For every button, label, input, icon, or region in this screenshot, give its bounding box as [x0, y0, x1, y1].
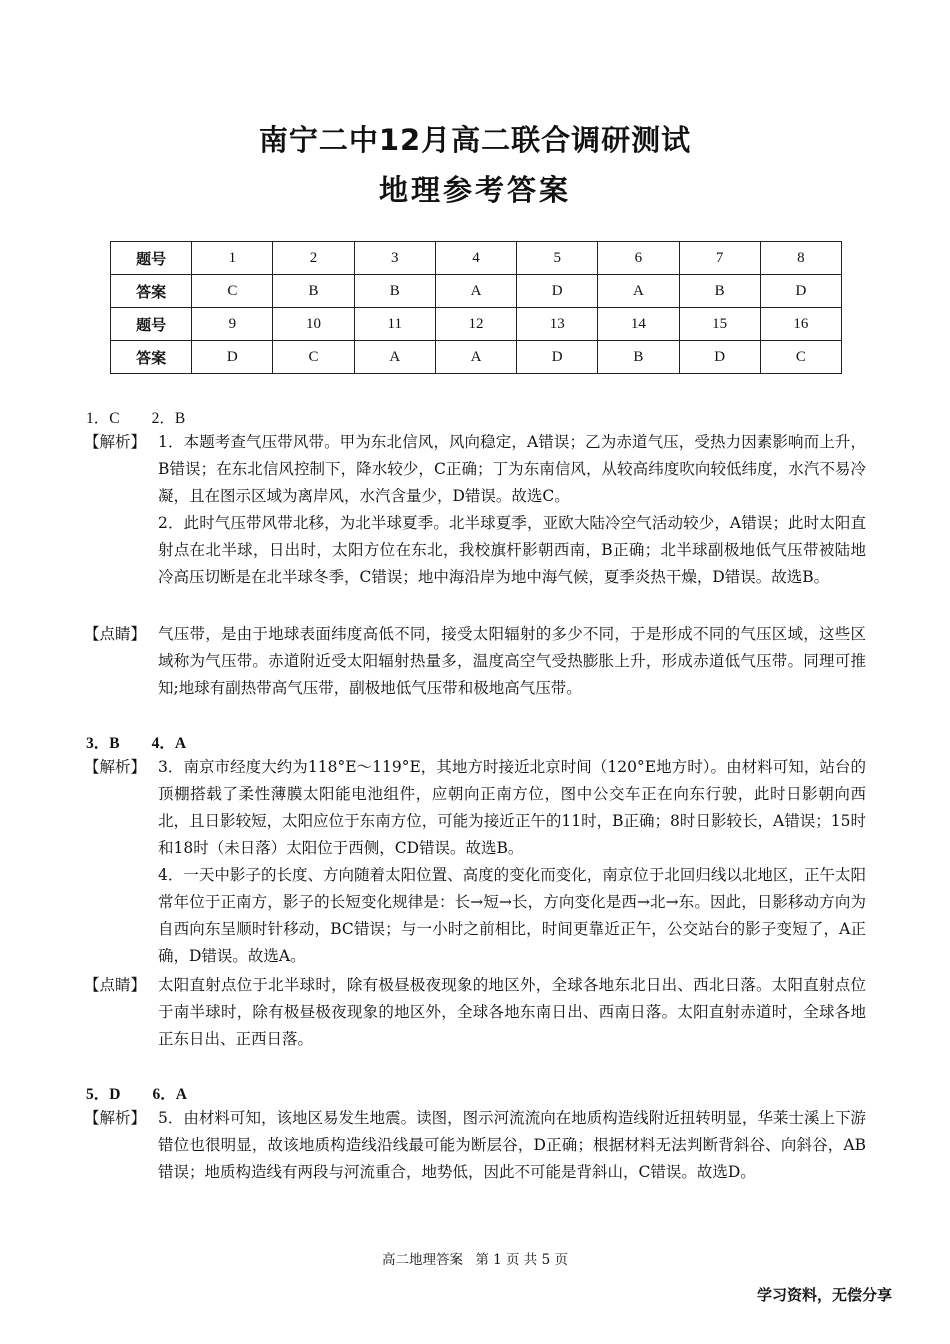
tip-tag: 【点睛】	[84, 625, 147, 643]
table-row	[111, 308, 842, 341]
question-header-5-6	[86, 1082, 187, 1104]
answer-q3: 3．B	[86, 735, 120, 752]
analysis-block-5-6	[84, 1105, 866, 1186]
tip-tag: 【点睛】	[84, 976, 147, 994]
table-cell: 5	[517, 242, 598, 275]
watermark-text: 学习资料，无偿分享	[756, 1286, 892, 1304]
question-header-1-2	[86, 406, 185, 428]
table-cell: D	[760, 275, 841, 308]
table-row	[111, 275, 842, 308]
table-cell: B	[598, 341, 679, 374]
table-cell: 3	[354, 242, 435, 275]
tip-block-1-2	[84, 621, 866, 702]
table-row-header: 题号	[111, 308, 192, 341]
analysis-block-1-2	[84, 429, 866, 591]
page-subtitle: 地理参考答案	[378, 173, 571, 207]
table-cell: 6	[598, 242, 679, 275]
answer-table	[110, 241, 842, 374]
footer-subject: 高二地理答案	[382, 1252, 464, 1268]
analysis-tag: 【解析】	[84, 1109, 147, 1127]
table-row-header: 答案	[111, 275, 192, 308]
table-cell: A	[435, 275, 516, 308]
table-cell: D	[192, 341, 273, 374]
table-row	[111, 341, 842, 374]
tip-paragraph: 太阳直射点位于北半球时，除有极昼极夜现象的地区外，全球各地东北日出、西北日落。太阳直射点位于南半球时，除有极昼极夜现象的地区外，全球各地东南日出、西南日落。太阳直射赤道时，全球各地正东日出、正西日落。	[158, 976, 866, 1048]
table-cell: B	[273, 275, 354, 308]
table-cell: 13	[517, 308, 598, 341]
table-cell: 4	[435, 242, 516, 275]
table-cell: 9	[192, 308, 273, 341]
answer-q4: 4．A	[151, 735, 187, 752]
table-cell: C	[273, 341, 354, 374]
table-cell: A	[598, 275, 679, 308]
page-title: 南宁二中12月高二联合调研测试	[258, 123, 692, 157]
analysis-paragraph: 5．由材料可知，该地区易发生地震。读图，图示河流流向在地质构造线附近扭转明显，华莱士溪上下游错位也很明显，故该地质构造线沿线最可能为断层谷，D正确；根据材料无法判断背斜谷、向斜谷，AB错误；地质构造线有两段与河流重合，地势低，因此不可能是背斜山，C错误。故选D。	[158, 1109, 866, 1181]
table-cell: 16	[760, 308, 841, 341]
table-cell: 12	[435, 308, 516, 341]
table-row-header: 答案	[111, 341, 192, 374]
analysis-paragraph: 2．此时气压带风带北移，为北半球夏季。北半球夏季，亚欧大陆冷空气活动较少，A错误；此时太阳直射点在北半球，日出时，太阳方位在东北，我校旗杆影朝西南，B正确；北半球副极地低气压带被陆地冷高压切断是在北半球冬季，C错误；地中海沿岸为地中海气候，夏季炎热干燥，D错误。故选B。	[158, 514, 866, 586]
table-cell: 14	[598, 308, 679, 341]
table-cell: C	[192, 275, 273, 308]
table-cell: B	[354, 275, 435, 308]
table-cell: 11	[354, 308, 435, 341]
table-cell: 15	[679, 308, 760, 341]
answer-q6: 6．A	[152, 1086, 187, 1103]
table-cell: D	[517, 341, 598, 374]
analysis-paragraph: 1．本题考查气压带风带。甲为东北信风，风向稳定，A错误；乙为赤道气压，受热力因素影响而上升，B错误；在东北信风控制下，降水较少，C正确；丁为东南信风，从较高纬度吹向较低纬度，水汽不易冷凝，且在图示区域为离岸风，水汽含量少，D错误。故选C。	[158, 433, 866, 505]
analysis-tag: 【解析】	[84, 433, 147, 451]
tip-paragraph: 气压带，是由于地球表面纬度高低不同，接受太阳辐射的多少不同，于是形成不同的气压区域，这些区域称为气压带。赤道附近受太阳辐射热量多，温度高空气受热膨胀上升，形成赤道低气压带。同理可推知;地球有副热带高气压带，副极地低气压带和极地高气压带。	[158, 625, 866, 697]
analysis-paragraph: 4．一天中影子的长度、方向随着太阳位置、高度的变化而变化，南京位于北回归线以北地区，正午太阳常年位于正南方，影子的长短变化规律是：长→短→长，方向变化是西→北→东。因此，日影移动方向为自西向东呈顺时针移动，BC错误；与一小时之前相比，时间更靠近正午，公交站台的影子变短了，A正确，D错误。故选A。	[158, 866, 866, 965]
table-cell: 1	[192, 242, 273, 275]
table-cell: A	[354, 341, 435, 374]
tip-block-3-4	[84, 972, 866, 1053]
table-row	[111, 242, 842, 275]
table-cell: 10	[273, 308, 354, 341]
answer-q5: 5．D	[86, 1086, 121, 1103]
question-header-3-4	[86, 731, 186, 753]
answer-q2: 2．B	[151, 410, 186, 427]
page-footer	[0, 1248, 950, 1268]
table-cell: 8	[760, 242, 841, 275]
table-cell: C	[760, 341, 841, 374]
answer-q1: 1．C	[86, 410, 120, 427]
table-cell: D	[679, 341, 760, 374]
analysis-block-3-4	[84, 754, 866, 970]
analysis-paragraph: 3．南京市经度大约为118°E～119°E，其地方时接近北京时间（120°E地方时）。由材料可知，站台的顶棚搭载了柔性薄膜太阳能电池组件，应朝向正南方位，图中公交车正在向东行驶，此时日影朝向西北，且日影较短，太阳应位于东南方位，可能为接近正午的11时，B正确；8时日影较长，A错误；15时和18时（未日落）太阳位于西侧，CD错误。故选B。	[158, 758, 866, 857]
table-cell: D	[517, 275, 598, 308]
table-cell: B	[679, 275, 760, 308]
table-row-header: 题号	[111, 242, 192, 275]
analysis-tag: 【解析】	[84, 758, 147, 776]
footer-page-number: 第 1 页 共 5 页	[475, 1252, 568, 1268]
table-cell: 7	[679, 242, 760, 275]
table-cell: 2	[273, 242, 354, 275]
table-cell: A	[435, 341, 516, 374]
